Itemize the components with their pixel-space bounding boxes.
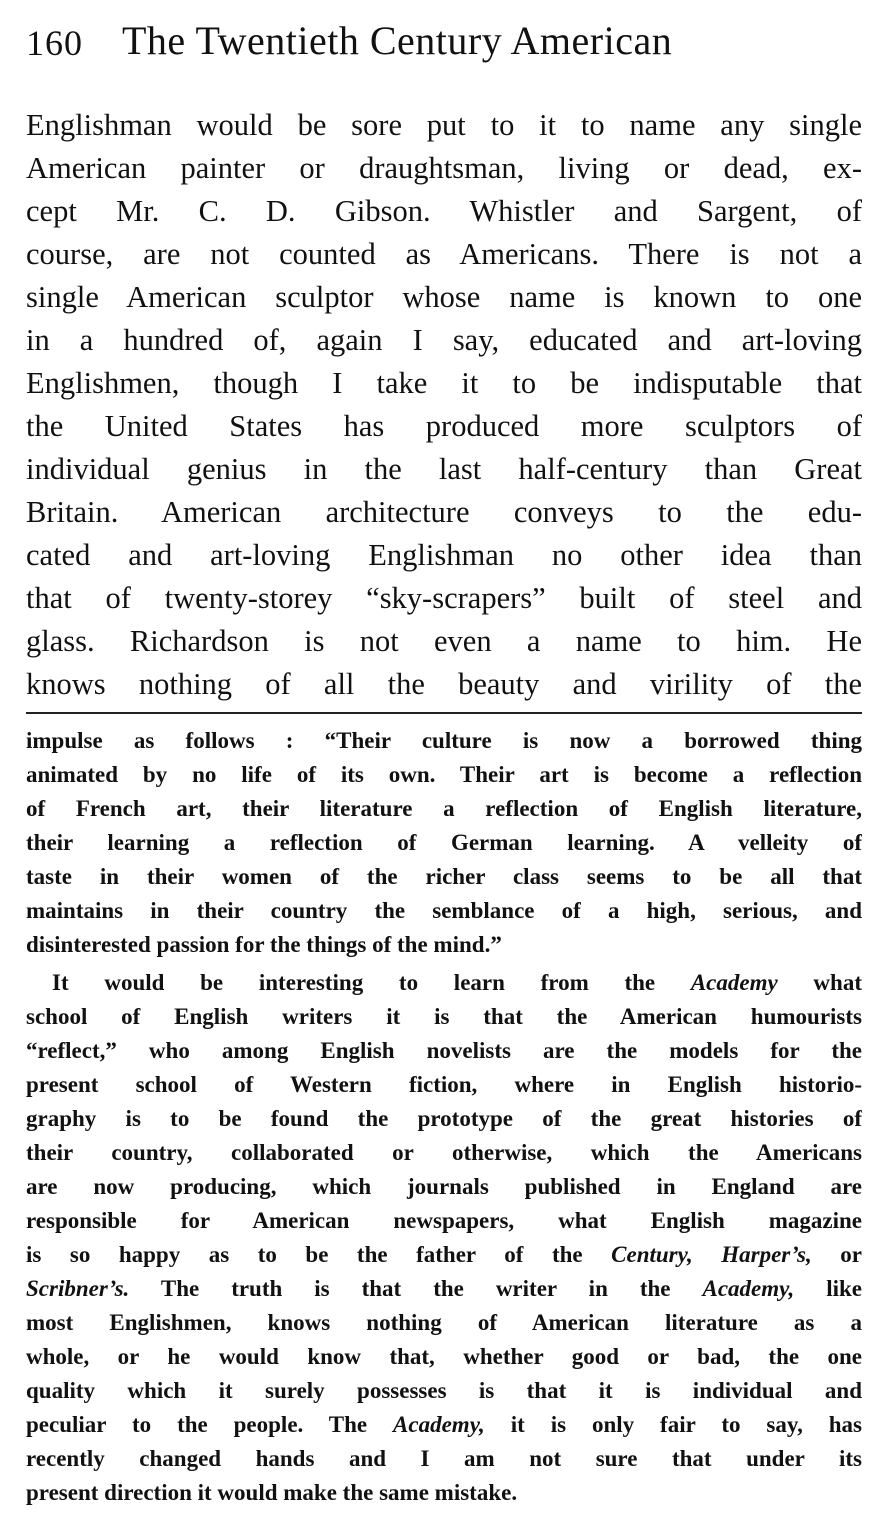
text-run: it is only fair to say, has [484, 1412, 862, 1437]
footnote-line: maintains in their country the semblance of a high, serious, and [26, 898, 862, 923]
footnote-line: taste in their women of the richer class seems to be all that [26, 864, 862, 889]
main-text-line: cept Mr. C. D. Gibson. Whistler and Sargent, of [26, 194, 862, 228]
footnote-line: are now producing, which journals published in England are [26, 1174, 862, 1199]
text-run: peculiar to the people. The [26, 1412, 394, 1437]
main-text-line: glass. Richardson is not even a name to him. He [26, 624, 862, 658]
text-run: like [794, 1276, 862, 1301]
footnote-line: quality which it surely possesses is that it is individual and [26, 1378, 862, 1403]
footnote-line: present direction it would make the same mistake. [26, 1480, 518, 1505]
footnote-line: impulse as follows : “Their culture is now a borrowed thing [26, 728, 862, 753]
italic-title-academy: Academy, [702, 1276, 795, 1301]
main-text-line: Englishmen, though I take it to be indisputable that [26, 366, 862, 400]
running-title: The Twentieth Century American [122, 18, 673, 63]
italic-title-harpers: Harper’s, [721, 1242, 812, 1267]
main-text-line: Englishman would be sore put to it to name any single [26, 108, 862, 142]
main-text-line: American painter or draughtsman, living or dead, ex- [26, 151, 862, 185]
main-text-block [26, 104, 862, 706]
italic-title-century: Century, [611, 1242, 693, 1267]
text-run: is so happy as to be the father of the [26, 1242, 612, 1267]
main-text-line: in a hundred of, again I say, educated and art-loving [26, 323, 862, 357]
footnote-line [26, 1272, 862, 1306]
italic-title-academy: Academy, [393, 1412, 485, 1437]
text-run: what [777, 970, 862, 995]
footnote-line: whole, or he would know that, whether good or bad, the one [26, 1344, 862, 1369]
italic-title-scribners: Scribner’s. [26, 1276, 130, 1301]
footnote-line: of French art, their literature a reflection of English literature, [26, 796, 862, 821]
main-text-line: cated and art-loving Englishman no other idea than [26, 538, 862, 572]
footnote-line [26, 966, 862, 1000]
footnote-line: “reflect,” who among English novelists are the models for the [26, 1038, 862, 1063]
text-run [693, 1242, 722, 1267]
main-text-line: Britain. American architecture conveys to the edu- [26, 495, 862, 529]
page-number: 160 [26, 23, 83, 63]
footnote-block [26, 724, 862, 1510]
footnote-line: their learning a reflection of German learning. A velleity of [26, 830, 862, 855]
text-run: It would be interesting to learn from the [52, 970, 691, 995]
italic-title-academy: Academy [690, 970, 778, 995]
footnote-line [26, 1408, 862, 1442]
footnote-line: most Englishmen, knows nothing of American literature as a [26, 1310, 862, 1335]
text-run: or [811, 1242, 862, 1267]
main-text-line: that of twenty-storey “sky-scrapers” built of steel and [26, 581, 862, 615]
main-text-line: the United States has produced more sculptors of [26, 409, 862, 443]
footnote-line: graphy is to be found the prototype of the great histories of [26, 1106, 862, 1131]
running-head [26, 12, 862, 68]
footnote-divider [26, 712, 862, 714]
footnote-line [26, 1238, 862, 1272]
footnote-line: their country, collaborated or otherwise, which the Americans [26, 1140, 862, 1165]
main-text-line: individual genius in the last half-century than Great [26, 452, 862, 486]
footnote-line: recently changed hands and I am not sure that under its [26, 1446, 862, 1471]
footnote-line: responsible for American newspapers, what English magazine [26, 1208, 862, 1233]
main-text-line: knows nothing of all the beauty and virility of the [26, 667, 862, 701]
text-run: The truth is that the writer in the [129, 1276, 703, 1301]
main-text-line: single American sculptor whose name is known to one [26, 280, 862, 314]
footnote-line: present school of Western fiction, where in English historio- [26, 1072, 862, 1097]
footnote-line: animated by no life of its own. Their art is become a reflection [26, 762, 862, 787]
footnote-line: disinterested passion for the things of the mind.” [26, 932, 502, 957]
footnote-line: school of English writers it is that the American humourists [26, 1004, 862, 1029]
main-text-line: course, are not counted as Americans. There is not a [26, 237, 862, 271]
